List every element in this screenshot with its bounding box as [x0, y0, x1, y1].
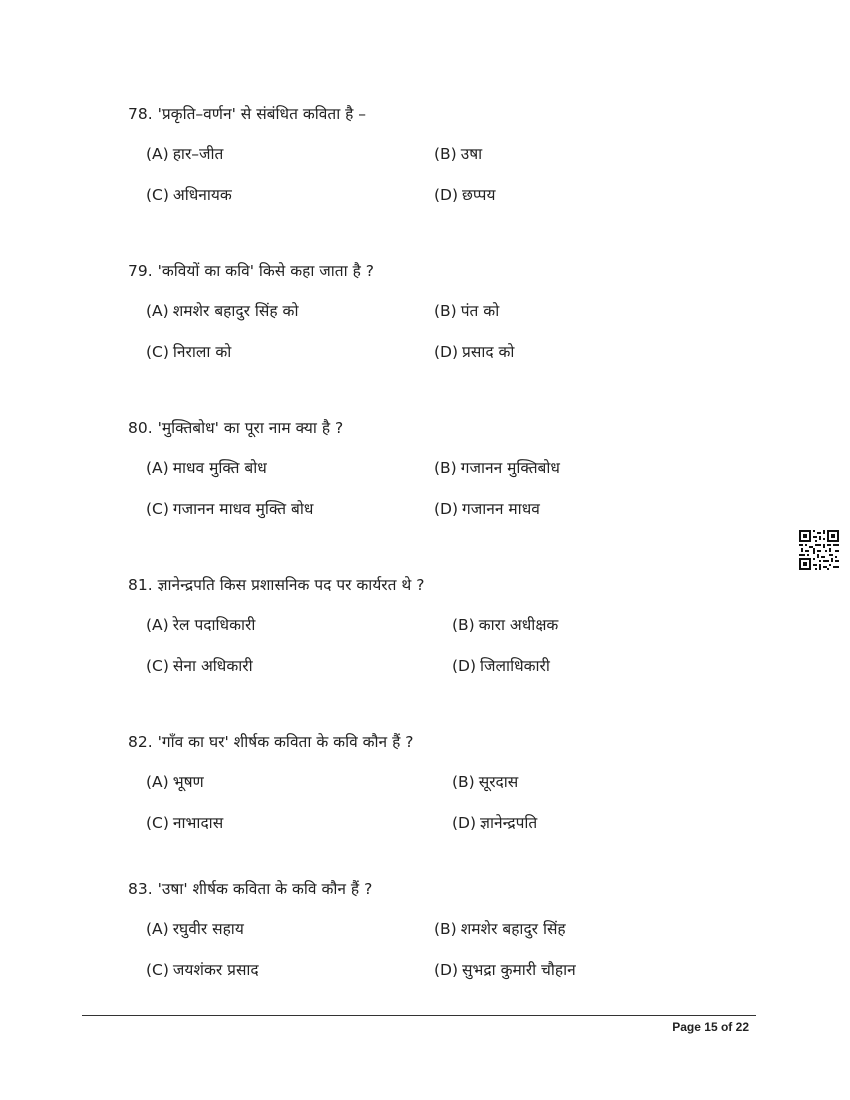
- question-text: [128, 879, 768, 899]
- option-d: (D) ज्ञानेन्द्रपति: [452, 814, 538, 832]
- question-text: [128, 104, 768, 124]
- question-text: [128, 575, 768, 595]
- footer-divider: [82, 1015, 756, 1016]
- question-81: [128, 575, 768, 695]
- option-c: (C) अधिनायक: [146, 186, 232, 204]
- options: [128, 458, 768, 538]
- page-total: 22: [735, 1020, 749, 1034]
- option-b: (B) उषा: [434, 145, 483, 163]
- option-d: (D) गजानन माधव: [434, 500, 540, 518]
- option-c: (C) गजानन माधव मुक्ति बोध: [146, 500, 314, 518]
- options: [128, 919, 768, 999]
- option-b: (B) पंत को: [434, 302, 500, 320]
- option-c: (C) नाभादास: [146, 814, 224, 832]
- option-d: (D) छप्पय: [434, 186, 496, 204]
- question-83: [128, 879, 768, 999]
- option-c: (C) सेना अधिकारी: [146, 657, 253, 675]
- option-c: (C) निराला को: [146, 343, 232, 361]
- question-number: 78.: [128, 105, 153, 123]
- question-number: 79.: [128, 262, 153, 280]
- question-number: 82.: [128, 733, 153, 751]
- question-text: [128, 261, 768, 281]
- question-text: [128, 732, 768, 752]
- page-number: 15: [704, 1020, 718, 1034]
- question-prompt: 'उषा' शीर्षक कविता के कवि कौन हैं ?: [157, 880, 373, 898]
- option-a: (A) माधव मुक्ति बोध: [146, 459, 267, 477]
- option-b: (B) कारा अधीक्षक: [452, 616, 559, 634]
- question-number: 83.: [128, 880, 153, 898]
- options: [128, 772, 768, 852]
- option-d: (D) प्रसाद को: [434, 343, 515, 361]
- option-c: (C) जयशंकर प्रसाद: [146, 961, 259, 979]
- page-of: of: [720, 1020, 733, 1034]
- qr-code-icon: [799, 530, 839, 570]
- option-a: (A) शमशेर बहादुर सिंह को: [146, 302, 299, 320]
- option-b: (B) गजानन मुक्तिबोध: [434, 459, 560, 477]
- option-d: (D) सुभद्रा कुमारी चौहान: [434, 961, 576, 979]
- option-a: (A) रेल पदाधिकारी: [146, 616, 256, 634]
- option-b: (B) सूरदास: [452, 773, 519, 791]
- question-prompt: ज्ञानेन्द्रपति किस प्रशासनिक पद पर कार्यरत थे ?: [157, 576, 425, 594]
- page-prefix: Page: [672, 1020, 701, 1034]
- question-80: [128, 418, 768, 538]
- option-a: (A) भूषण: [146, 773, 204, 791]
- question-number: 80.: [128, 419, 153, 437]
- question-prompt: 'प्रकृति–वर्णन' से संबंधित कविता है –: [157, 105, 367, 123]
- question-79: [128, 261, 768, 381]
- option-a: (A) हार–जीत: [146, 145, 224, 163]
- option-a: (A) रघुवीर सहाय: [146, 920, 244, 938]
- page-footer: [672, 1020, 749, 1034]
- question-prompt: 'गाँव का घर' शीर्षक कविता के कवि कौन हैं ?: [157, 733, 414, 751]
- question-prompt: 'कवियों का कवि' किसे कहा जाता है ?: [157, 262, 374, 280]
- options: [128, 144, 768, 224]
- question-number: 81.: [128, 576, 153, 594]
- options: [128, 301, 768, 381]
- options: [128, 615, 768, 695]
- question-82: [128, 732, 768, 852]
- option-d: (D) जिलाधिकारी: [452, 657, 550, 675]
- question-78: [128, 104, 768, 224]
- option-b: (B) शमशेर बहादुर सिंह: [434, 920, 566, 938]
- question-text: [128, 418, 768, 438]
- question-prompt: 'मुक्तिबोध' का पूरा नाम क्या है ?: [157, 419, 344, 437]
